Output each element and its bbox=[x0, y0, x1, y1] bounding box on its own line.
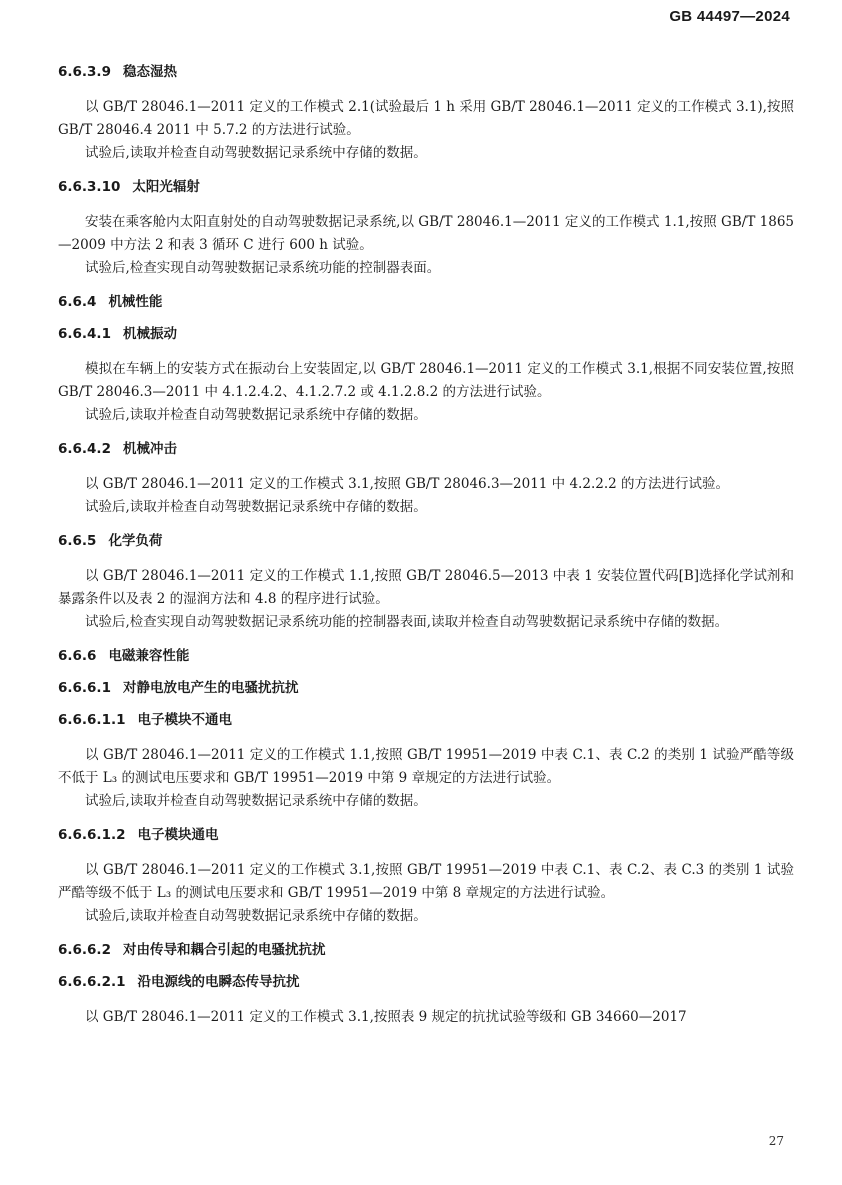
section-title: 化学负荷 bbox=[108, 533, 163, 549]
section-heading bbox=[58, 825, 794, 845]
paragraph: 模拟在车辆上的安装方式在振动台上安装固定,以 GB/T 28046.1—2011 定义的工作模式 3.1,根据不同安装位置,按照 GB/T 28046.3—2011 中 4.1.2.4.2、4.1.2.7.2 或 4.1.2.8.2 的方法进行试验。 bbox=[58, 361, 794, 400]
section-number: 6.6.6.2.1 bbox=[58, 974, 126, 990]
section-number: 6.6.6 bbox=[58, 648, 97, 664]
section-heading bbox=[58, 324, 794, 344]
paragraph: 试验后,检查实现自动驾驶数据记录系统功能的控制器表面,读取并检查自动驾驶数据记录系统中存储的数据。 bbox=[85, 614, 729, 630]
section-heading bbox=[58, 710, 794, 730]
section-heading bbox=[58, 292, 794, 312]
paragraph: 试验后,读取并检查自动驾驶数据记录系统中存储的数据。 bbox=[85, 499, 427, 515]
paragraph: 试验后,检查实现自动驾驶数据记录系统功能的控制器表面。 bbox=[85, 260, 441, 276]
section-heading bbox=[58, 531, 794, 551]
section-6-6-6-1 bbox=[58, 678, 794, 698]
section-title: 对静电放电产生的电骚扰抗扰 bbox=[122, 680, 299, 696]
section-6-6-4-2 bbox=[58, 439, 794, 519]
section-title: 电子模块通电 bbox=[137, 827, 219, 843]
section-6-6-4 bbox=[58, 292, 794, 312]
standard-code: GB 44497—2024 bbox=[669, 8, 790, 25]
section-heading bbox=[58, 177, 794, 197]
section-6-6-6 bbox=[58, 646, 794, 666]
section-6-6-6-1-1 bbox=[58, 710, 794, 813]
paragraph: 试验后,读取并检查自动驾驶数据记录系统中存储的数据。 bbox=[85, 908, 427, 924]
paragraph: 试验后,读取并检查自动驾驶数据记录系统中存储的数据。 bbox=[85, 145, 427, 161]
section-number: 6.6.5 bbox=[58, 533, 97, 549]
section-number: 6.6.6.1 bbox=[58, 680, 111, 696]
section-6-6-6-2 bbox=[58, 940, 794, 960]
section-title: 机械性能 bbox=[108, 294, 163, 310]
page-number: 27 bbox=[768, 1134, 784, 1148]
paragraph: 以 GB/T 28046.1—2011 定义的工作模式 3.1,按照表 9 规定的抗扰试验等级和 GB 34660—2017 bbox=[85, 1009, 687, 1025]
paragraph: 以 GB/T 28046.1—2011 定义的工作模式 3.1,按照 GB/T 28046.3—2011 中 4.2.2.2 的方法进行试验。 bbox=[85, 476, 729, 492]
section-title: 机械冲击 bbox=[122, 441, 177, 457]
section-number: 6.6.4.1 bbox=[58, 326, 111, 342]
section-title: 电子模块不通电 bbox=[137, 712, 232, 728]
paragraph: 安装在乘客舱内太阳直射处的自动驾驶数据记录系统,以 GB/T 28046.1—2011 定义的工作模式 1.1,按照 GB/T 1865—2009 中方法 2 和表 3 循环 C 进行 600 h 试验。 bbox=[58, 214, 794, 253]
paragraph: 以 GB/T 28046.1—2011 定义的工作模式 1.1,按照 GB/T 19951—2019 中表 C.1、表 C.2 的类别 1 试验严酷等级不低于 L₃ 的测试电压要求和 GB/T 19951—2019 中第 9 章规定的方法进行试验。 bbox=[58, 747, 794, 786]
section-number: 6.6.3.10 bbox=[58, 179, 121, 195]
section-number: 6.6.6.2 bbox=[58, 942, 111, 958]
section-6-6-3-9 bbox=[58, 62, 794, 165]
section-6-6-6-2-1 bbox=[58, 972, 794, 1029]
section-number: 6.6.4.2 bbox=[58, 441, 111, 457]
section-heading bbox=[58, 940, 794, 960]
paragraph: 以 GB/T 28046.1—2011 定义的工作模式 1.1,按照 GB/T 28046.5—2013 中表 1 安装位置代码[B]选择化学试剂和暴露条件以及表 2 的湿润方法和 4.8 的程序进行试验。 bbox=[58, 568, 794, 607]
section-heading bbox=[58, 972, 794, 992]
section-heading bbox=[58, 678, 794, 698]
section-number: 6.6.6.1.2 bbox=[58, 827, 126, 843]
section-title: 沿电源线的电瞬态传导抗扰 bbox=[137, 974, 300, 990]
section-number: 6.6.6.1.1 bbox=[58, 712, 126, 728]
section-heading bbox=[58, 439, 794, 459]
paragraph: 试验后,读取并检查自动驾驶数据记录系统中存储的数据。 bbox=[85, 407, 427, 423]
section-number: 6.6.3.9 bbox=[58, 64, 111, 80]
section-heading bbox=[58, 62, 794, 82]
section-number: 6.6.4 bbox=[58, 294, 97, 310]
section-6-6-5 bbox=[58, 531, 794, 634]
paragraph: 试验后,读取并检查自动驾驶数据记录系统中存储的数据。 bbox=[85, 793, 427, 809]
section-6-6-4-1 bbox=[58, 324, 794, 427]
section-title: 对由传导和耦合引起的电骚扰抗扰 bbox=[122, 942, 326, 958]
section-title: 太阳光辐射 bbox=[132, 179, 200, 195]
document-body bbox=[58, 62, 794, 1041]
section-heading bbox=[58, 646, 794, 666]
paragraph: 以 GB/T 28046.1—2011 定义的工作模式 2.1(试验最后 1 h 采用 GB/T 28046.1—2011 定义的工作模式 3.1),按照 GB/T 28046.4 2011 中 5.7.2 的方法进行试验。 bbox=[58, 99, 794, 138]
section-6-6-6-1-2 bbox=[58, 825, 794, 928]
section-title: 稳态湿热 bbox=[122, 64, 177, 80]
section-title: 电磁兼容性能 bbox=[108, 648, 190, 664]
section-title: 机械振动 bbox=[122, 326, 177, 342]
section-6-6-3-10 bbox=[58, 177, 794, 280]
paragraph: 以 GB/T 28046.1—2011 定义的工作模式 3.1,按照 GB/T 19951—2019 中表 C.1、表 C.2、表 C.3 的类别 1 试验严酷等级不低于 L₃ 的测试电压要求和 GB/T 19951—2019 中第 8 章规定的方法进行试验。 bbox=[58, 862, 794, 901]
